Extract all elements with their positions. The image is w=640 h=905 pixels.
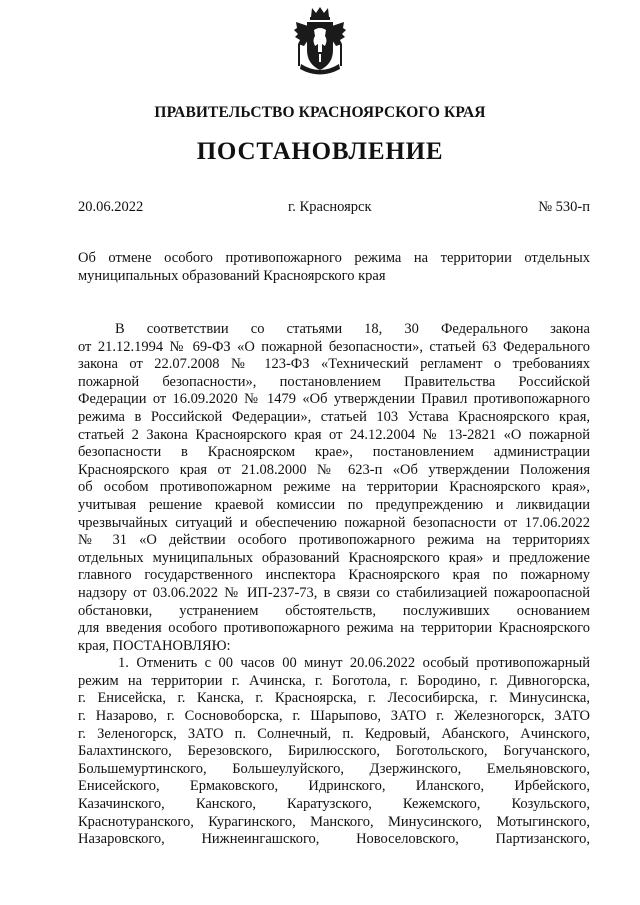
text-line: Казачинского, Канского, Каратузского, Кежемского, Козульского, bbox=[78, 796, 590, 813]
organization-title: ПРАВИТЕЛЬСТВО КРАСНОЯРСКОГО КРАЯ bbox=[154, 104, 486, 121]
text-line: г. Енисейска, г. Канска, г. Красноярска, г. Лесосибирска, г. Минусинска, bbox=[78, 690, 590, 707]
text-line: чрезвычайных ситуаций и обеспечению пожарной безопасности от 17.06.2022 bbox=[78, 514, 590, 531]
text-line: отдельных муниципальных образований Красноярского края» и предложение bbox=[78, 549, 590, 566]
text-line: Краснотуранского, Курагинского, Манского, Минусинского, Мотыгинского, bbox=[78, 813, 590, 830]
text-line: Федерации от 16.09.2020 № 1479 «Об утверждении Правил противопожарного bbox=[78, 391, 590, 408]
text-line: Красноярского края от 21.08.2000 № 623-п «Об утверждении Положения bbox=[78, 461, 590, 478]
text-line: для введения особого противопожарного режима на территории Красноярского bbox=[78, 620, 590, 637]
document-number: № 530-п bbox=[538, 199, 590, 215]
document-subject: Об отмене особого противопожарного режима на территории отдельных муниципальных образований Красноярского края bbox=[78, 250, 590, 284]
text-line: главного государственного инспектора Красноярского края по пожарному bbox=[78, 567, 590, 584]
text-line: статьей 2 Закона Красноярского края от 24.12.2004 № 13-2821 «О пожарной bbox=[78, 426, 590, 443]
document-body bbox=[78, 321, 590, 849]
text-line: Назаровского, Нижнеингашского, Новоселовского, Партизанского, bbox=[78, 831, 590, 848]
text-line: пожарной безопасности», постановлением Правительства Российской bbox=[78, 373, 590, 390]
preamble-paragraph bbox=[78, 321, 590, 655]
text-line: учитывая решение краевой комиссии по предупреждению и ликвидации bbox=[78, 496, 590, 513]
text-line: об особом противопожарном режиме на территории Красноярского края», bbox=[78, 479, 590, 496]
text-line: Большемуртинского, Большеулуйского, Дзержинского, Емельяновского, bbox=[78, 760, 590, 777]
text-line: обстановки, устранением обстоятельств, послуживших основанием bbox=[78, 602, 590, 619]
text-line: от 21.12.1994 № 69-ФЗ «О пожарной безопасности», статьей 63 Федерального bbox=[78, 338, 590, 355]
text-line: надзору от 03.06.2022 № ИП-237-73, в связи со стабилизацией пожароопасной bbox=[78, 584, 590, 601]
text-line: края, ПОСТАНОВЛЯЮ: bbox=[78, 637, 231, 654]
text-line: г. Назарово, г. Сосновоборска, г. Шарыпово, ЗАТО г. Железногорск, ЗАТО bbox=[78, 708, 590, 725]
item-1-paragraph bbox=[78, 655, 590, 849]
document-date: 20.06.2022 bbox=[78, 199, 144, 215]
text-line: 1. Отменить с 00 часов 00 минут 20.06.2022 особый противопожарный bbox=[118, 655, 590, 672]
document-type-heading: ПОСТАНОВЛЕНИЕ bbox=[196, 138, 444, 165]
text-line: г. Зеленогорск, ЗАТО п. Солнечный, п. Кедровый, Абанского, Ачинского, bbox=[78, 725, 590, 742]
document-city: г. Красноярск bbox=[288, 199, 372, 215]
text-line: безопасности в Красноярском крае», постановлением администрации bbox=[78, 444, 590, 461]
text-line: закона от 22.07.2008 № 123-ФЗ «Технический регламент о требованиях bbox=[78, 356, 590, 373]
text-line: В соответствии со статьями 18, 30 Федерального закона bbox=[115, 321, 590, 337]
text-line: № 31 «О действии особого противопожарного режима на территориях bbox=[78, 532, 590, 549]
text-line: режима в Российской Федерации», статьей 103 Устава Красноярского края, bbox=[78, 408, 590, 425]
coat-of-arms-icon bbox=[292, 6, 348, 80]
text-line: Енисейского, Ермаковского, Идринского, Иланского, Ирбейского, bbox=[78, 778, 590, 795]
text-line: режим на территории г. Ачинска, г. Боготола, г. Бородино, г. Дивногорска, bbox=[78, 672, 590, 689]
text-line: Балахтинского, Березовского, Бирилюсского, Боготольского, Богучанского, bbox=[78, 743, 590, 760]
